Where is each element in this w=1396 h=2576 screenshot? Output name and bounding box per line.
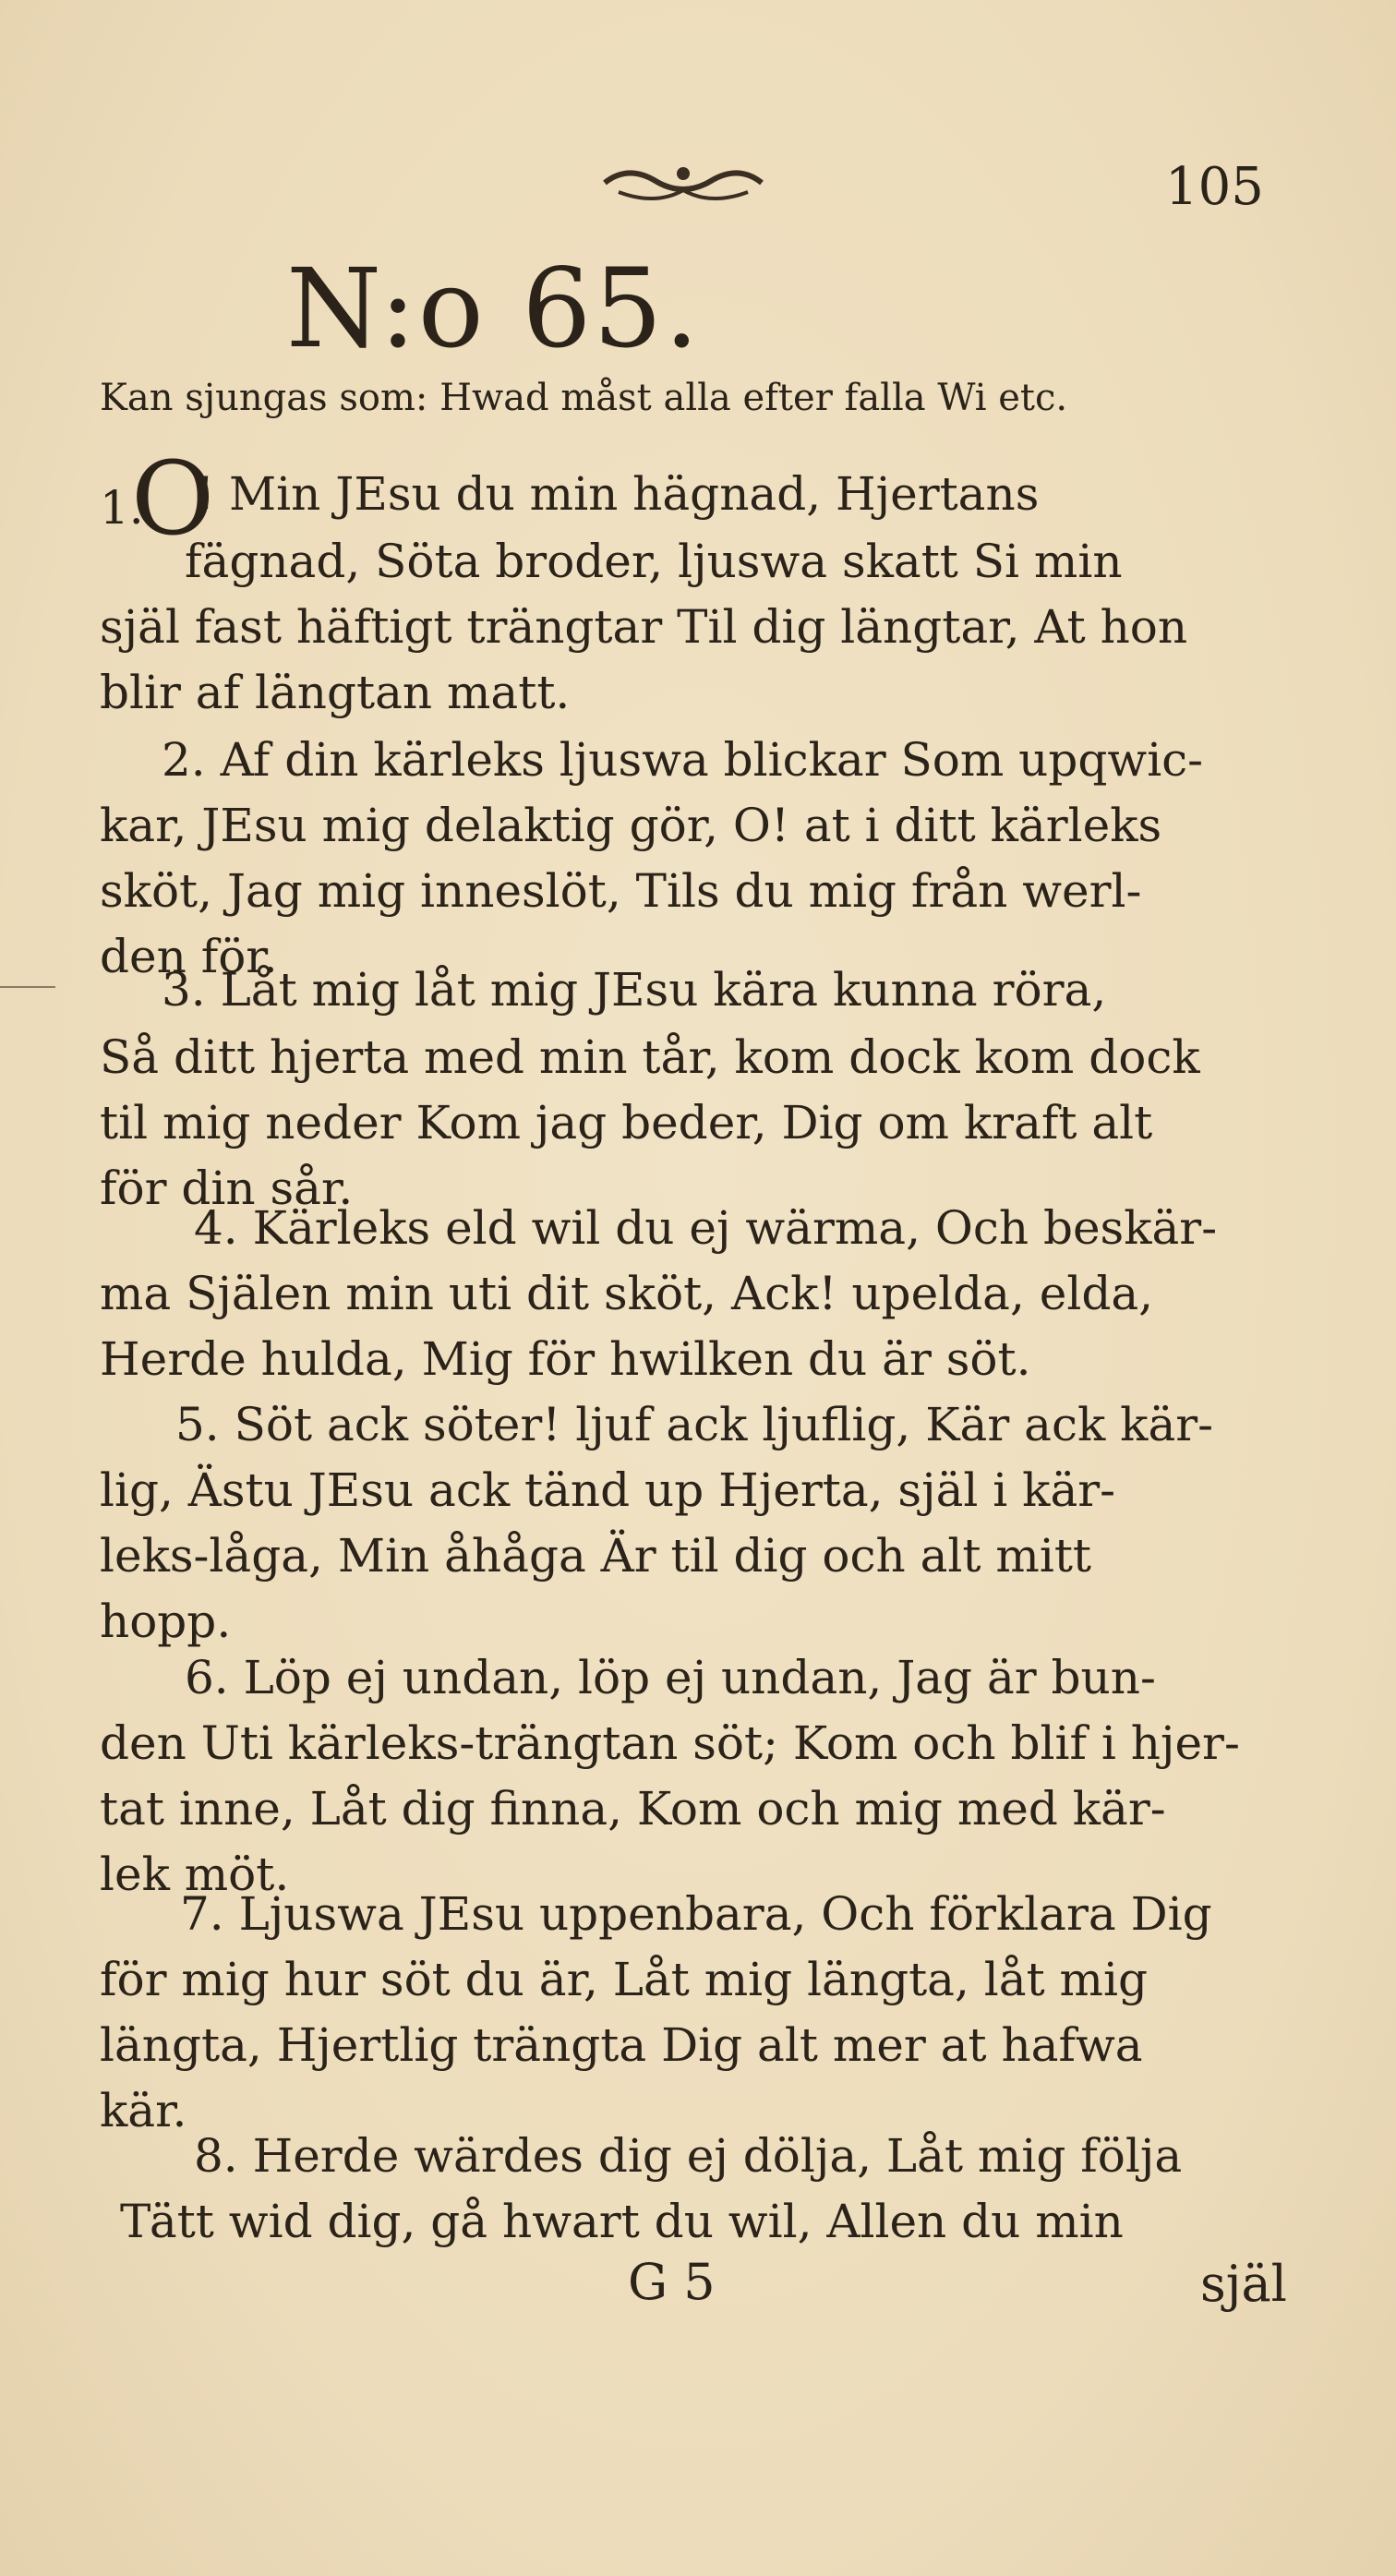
text-line: den Uti kärleks-trängtan söt; Kom och blif i hjer-: [100, 1716, 1240, 1770]
margin-rule: [0, 986, 55, 988]
signature-mark: G 5: [628, 2253, 716, 2311]
text-line: ! Min JEsu du min hägnad, Hjertans: [196, 467, 1040, 521]
text-line: den för.: [100, 930, 278, 983]
text-line: för mig hur söt du är, Låt mig längta, låt mig: [100, 1953, 1148, 2006]
text-line: ma Själen min uti dit sköt, Ack! upelda, elda,: [100, 1267, 1154, 1320]
text-line: 3. Låt mig låt mig JEsu kära kunna röra,: [162, 963, 1107, 1017]
hymn-title: N:o 65.: [286, 245, 702, 372]
text-line: hopp.: [100, 1595, 232, 1648]
text-line: kär.: [100, 2084, 187, 2137]
text-line: för din sår.: [100, 1162, 354, 1215]
page-number: 105: [1165, 157, 1264, 217]
catchword: själ: [1200, 2255, 1287, 2313]
text-line: til mig neder Kom jag beder, Dig om kraft alt: [100, 1096, 1153, 1150]
text-line: lek möt.: [100, 1848, 290, 1901]
text-line: själ fast häftigt trängtar Til dig längtar, At hon: [100, 600, 1188, 654]
text-line: 6. Löp ej undan, löp ej undan, Jag är bun-: [185, 1651, 1156, 1704]
text-line: Så ditt hjerta med min tår, kom dock kom dock: [100, 1030, 1200, 1084]
drop-cap: O: [131, 439, 215, 558]
text-line: 4. Kärleks eld wil du ej wärma, Och beskär-: [194, 1201, 1218, 1255]
text-line: fägnad, Söta broder, ljuswa skatt Si min: [185, 535, 1123, 588]
text-line: Herde hulda, Mig för hwilken du är söt.: [100, 1332, 1031, 1386]
text-line: 7. Ljuswa JEsu uppenbara, Och förklara Dig: [180, 1887, 1212, 1941]
verse-number: 1.: [100, 481, 144, 535]
text-line: blir af längtan matt.: [100, 666, 571, 719]
decorative-ornament-icon: [600, 155, 766, 211]
text-line: 2. Af din kärleks ljuswa blickar Som upqwic-: [162, 733, 1204, 787]
text-line: längta, Hjertlig trängta Dig alt mer at hafwa: [100, 2018, 1143, 2072]
text-line: sköt, Jag mig inneslöt, Tils du mig från werl-: [100, 864, 1142, 918]
melody-note: Kan sjungas som: Hwad måst alla efter falla Wi etc.: [100, 377, 1068, 419]
text-line: 5. Söt ack söter! ljuf ack ljuflig, Kär ack kär-: [175, 1398, 1214, 1451]
text-line: tat inne, Låt dig finna, Kom och mig med kär-: [100, 1782, 1166, 1836]
text-line: Tätt wid dig, gå hwart du wil, Allen du min: [120, 2195, 1124, 2248]
text-line: lig, Ästu JEsu ack tänd up Hjerta, själ i kär-: [100, 1463, 1116, 1517]
text-line: kar, JEsu mig delaktig gör, O! at i ditt kärleks: [100, 799, 1162, 852]
text-line: 8. Herde wärdes dig ej dölja, Låt mig följa: [194, 2129, 1183, 2183]
text-line: leks-låga, Min åhåga Är til dig och alt mitt: [100, 1529, 1091, 1583]
